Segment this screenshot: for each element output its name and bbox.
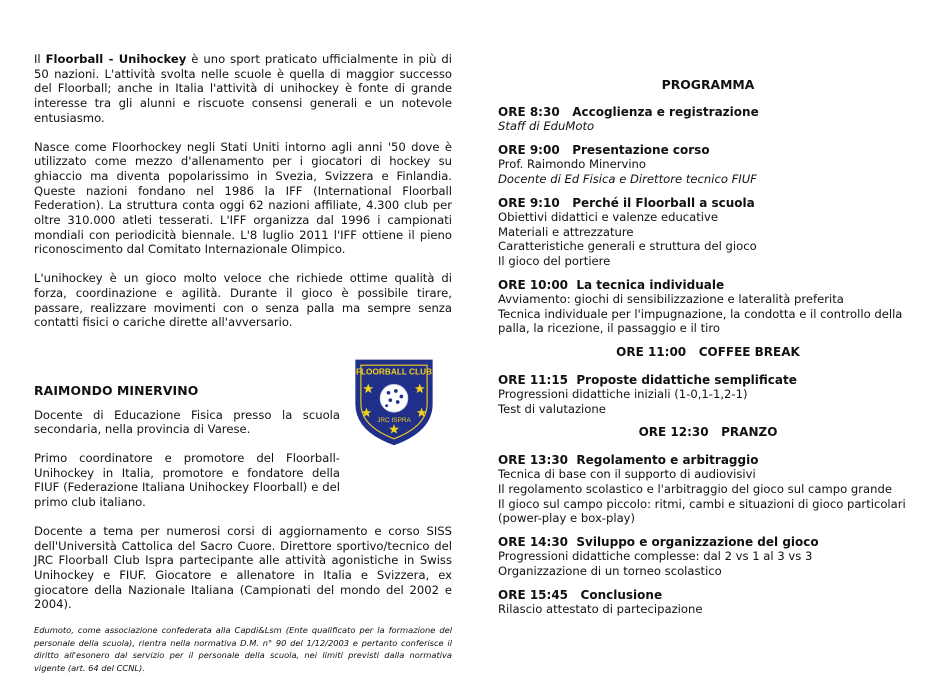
slot-line: Progressioni didattiche complesse: dal 2 vs 1 al 3 vs 3 (498, 549, 813, 564)
footnote: Edumoto, come associazione confederata alla Capdi&Lsm (Ente qualificato per la formazione del personale della scuola), rientra nella normativa D.M. n° 90 del 1/12/2003 e pertanto conferisce il diritto all'esonero dal servizio per il personale della scuola, nei limiti previsti dalla normativa vigente (art. 64 del CCNL). (34, 625, 452, 673)
intro-paragraph-3: L'unihockey è un gioco molto veloce che richiede ottime qualità di forza, coordinazione e agilità. Durante il gioco è possibile tirare, passare, realizzare movimenti con o senza palla ma sempre senza contatti fisici o cariche dirette all'avversario. (34, 271, 452, 330)
slot-time: ORE 8:30 Accoglienza e registrazione (498, 104, 759, 119)
program-title: PROGRAMMA (661, 77, 755, 92)
program-column (498, 78, 918, 626)
program-slot-1330 (498, 453, 918, 526)
intro-rest: è uno sport praticato ufficialmente in più di 50 nazioni. L'attività svolta nelle scuole è quella di maggior successo del Floorball; anche in Italia l'attività di unihockey è fonte di grande interesse tra gli alunni e riscuote consensi generali e un notevole entusiasmo. (34, 52, 452, 125)
program-slot-1430 (498, 535, 918, 579)
slot-line: Il gioco del portiere (498, 253, 611, 268)
intro-prefix: Il (34, 52, 46, 66)
program-slot-0910 (498, 196, 918, 269)
bio-paragraph-2: Primo coordinatore e promotore del Floorball-Unihockey in Italia, promotore e fondatore della FIUF (Federazione Italiana Unihockey Floorball) e del primo club italiano. (34, 451, 340, 510)
slot-line: Tecnica di base con il supporto di audiovisivi (498, 467, 756, 482)
bio-title: RAIMONDO MINERVINO (34, 382, 199, 398)
slot-line: Progressioni didattiche iniziali (1-0,1-1,2-1) (498, 387, 748, 402)
logo-top-text: FLOORBALL CLUB (355, 367, 433, 377)
logo-bottom-text: JRC ISPRA (377, 417, 411, 425)
lunch-break: ORE 12:30 PRANZO (638, 425, 778, 440)
slot-line: Prof. Raimondo Minervino (498, 157, 646, 172)
slot-line: Tecnica individuale per l'impugnazione, la condotta e il controllo della palla, la ricezione, il passaggio e il tiro (498, 306, 903, 336)
program-slot-1000 (498, 278, 918, 336)
slot-time: ORE 9:10 Perché il Floorball a scuola (498, 195, 755, 210)
program-slot-1115 (498, 373, 918, 417)
slot-line: Avviamento: giochi di sensibilizzazione e lateralità preferita (498, 292, 844, 307)
bio-paragraph-1: Docente di Educazione Fisica presso la scuola secondaria, nella provincia di Varese. (34, 407, 340, 437)
slot-line: Obiettivi didattici e valenze educative (498, 210, 719, 225)
slot-line: Test di valutazione (498, 401, 606, 416)
slot-time: ORE 9:00 Presentazione corso (498, 142, 710, 157)
slot-time: ORE 11:15 Proposte didattiche semplificate (498, 372, 797, 387)
slot-line: Organizzazione di un torneo scolastico (498, 564, 722, 579)
floorball-club-logo (348, 356, 440, 448)
slot-line: Il regolamento scolastico e l'arbitraggio del gioco sul campo grande (498, 482, 892, 497)
slot-line: Caratteristiche generali e struttura del gioco (498, 239, 757, 254)
program-slot-0830 (498, 105, 918, 134)
slot-time: ORE 15:45 Conclusione (498, 587, 663, 602)
bio-paragraph-3: Docente a tema per numerosi corsi di aggiornamento e corso SISS dell'Università Cattolica del Sacro Cuore. Direttore sportivo/tecnico del JRC Floorball Club Ispra partecipante alle attività agonistiche in Swiss Unihockey e FIUF. Giocatore e allenatore in Italia e Svizzera, ex giocatore della Nazionale Italiana (Campionati del mondo del 2002 e 2004). (34, 523, 452, 612)
slot-line: Rilascio attestato di partecipazione (498, 602, 703, 617)
program-slot-1545 (498, 588, 918, 617)
slot-line: Il gioco sul campo piccolo: ritmi, cambi e situazioni di gioco particolari (power-play e box-play) (498, 496, 906, 526)
slot-line: Staff di EduMoto (498, 119, 595, 134)
slot-time: ORE 14:30 Sviluppo e organizzazione del gioco (498, 534, 819, 549)
program-slot-0900 (498, 143, 918, 187)
slot-time: ORE 10:00 La tecnica individuale (498, 277, 725, 292)
slot-line: Materiali e attrezzature (498, 224, 634, 239)
intro-paragraph-1 (34, 52, 452, 126)
slot-time: ORE 13:30 Regolamento e arbitraggio (498, 452, 759, 467)
intro-bold-term: Floorball - Unihockey (45, 52, 187, 66)
intro-paragraph-2: Nasce come Floorhockey negli Stati Uniti intorno agli anni '50 dove è utilizzato come mezzo d'allenamento per i giocatori di hockey su ghiaccio ma diventa popolarissimo in Svezia, Svizzera e Finlandia. Queste nazioni fondano nel 1986 la IFF (International Floorball Federation). La struttura conta oggi 62 nazioni affiliate, 4.300 club per oltre 310.000 atleti tesserati. L'IFF organizza dal 1996 i campionati mondiali con periodicità biennale. L'8 luglio 2011 l'IFF ottiene il pieno riconoscimento dal Comitato Internazionale Olimpico. (34, 139, 452, 257)
slot-line: Docente di Ed Fisica e Direttore tecnico FIUF (498, 171, 757, 186)
coffee-break: ORE 11:00 COFFEE BREAK (616, 344, 800, 359)
